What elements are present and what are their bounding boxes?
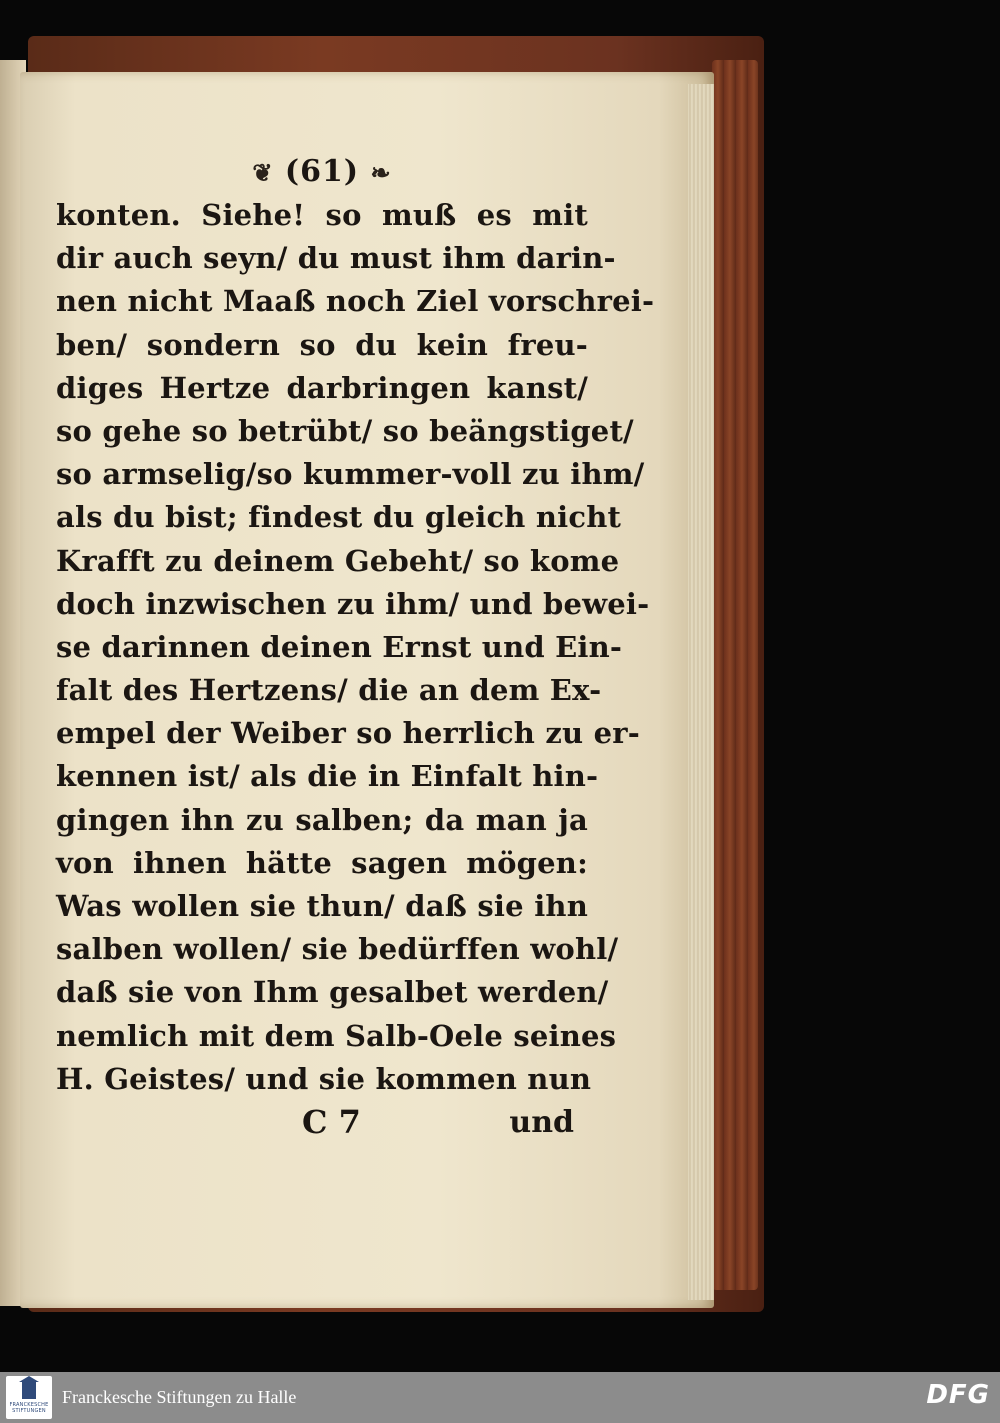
ornament-right-icon: ❧: [370, 158, 392, 187]
signature-mark: C 7: [302, 1102, 361, 1141]
text-line: von ihnen hätte sagen mögen:: [56, 845, 588, 880]
page-number: (61): [284, 154, 360, 189]
text-line: ben/ sondern so du kein freu-: [56, 327, 588, 362]
text-line: gingen ihn zu salben; da man ja: [56, 802, 588, 837]
book-cover-edge: [712, 60, 758, 1290]
text-line: konten. Siehe! so muß es mit: [56, 198, 588, 232]
logo-text: FRANCKESCHE STIFTUNGEN: [9, 1402, 49, 1414]
text-line: diges Hertze darbringen kanst/: [56, 370, 588, 405]
text-line: dir auch seyn/ du must ihm darin-: [56, 241, 616, 276]
institution-name[interactable]: Franckesche Stiftungen zu Halle: [62, 1387, 297, 1407]
page-text: [56, 150, 655, 1147]
text-line: so armselig/so kummer-voll zu ihm/: [56, 457, 645, 492]
text-line: Was wollen sie thun/ daß sie ihn: [56, 889, 588, 923]
text-line: daß sie von Ihm gesalbet werden/: [56, 975, 609, 1010]
page-header: [56, 150, 588, 194]
text-line: falt des Hertzens/ die an dem Ex-: [56, 673, 602, 708]
text-line: nen nicht Maaß noch Ziel vorschrei-: [56, 284, 655, 319]
text-line: salben wollen/ sie bedürffen wohl/: [56, 932, 619, 967]
page-edges: [688, 84, 714, 1300]
text-line: als du bist; findest du gleich nicht: [56, 500, 622, 535]
footer-bar: [0, 1372, 1000, 1423]
text-line: Krafft zu deinem Gebeht/ so kome: [56, 543, 620, 578]
text-line: doch inzwischen zu ihm/ und bewei-: [56, 586, 650, 621]
text-line: so gehe so betrübt/ so beängstiget/: [56, 413, 634, 448]
body-text: [56, 194, 655, 1101]
dfg-logo[interactable]: DFG: [926, 1380, 990, 1410]
text-line: nemlich mit dem Salb-Oele seines: [56, 1018, 617, 1053]
catchword: und: [509, 1104, 574, 1140]
text-line: se darinnen deinen Ernst und Ein-: [56, 629, 623, 664]
ornament-left-icon: ❦: [252, 158, 274, 187]
text-line: kennen ist/ als die in Einfalt hin-: [56, 759, 599, 794]
logo-building-icon: [22, 1381, 36, 1399]
text-line: H. Geistes/ und sie kommen nun: [56, 1061, 592, 1096]
franckesche-logo[interactable]: [6, 1376, 52, 1419]
page-footer: [56, 1101, 588, 1147]
text-line: empel der Weiber so herrlich zu er-: [56, 716, 640, 751]
